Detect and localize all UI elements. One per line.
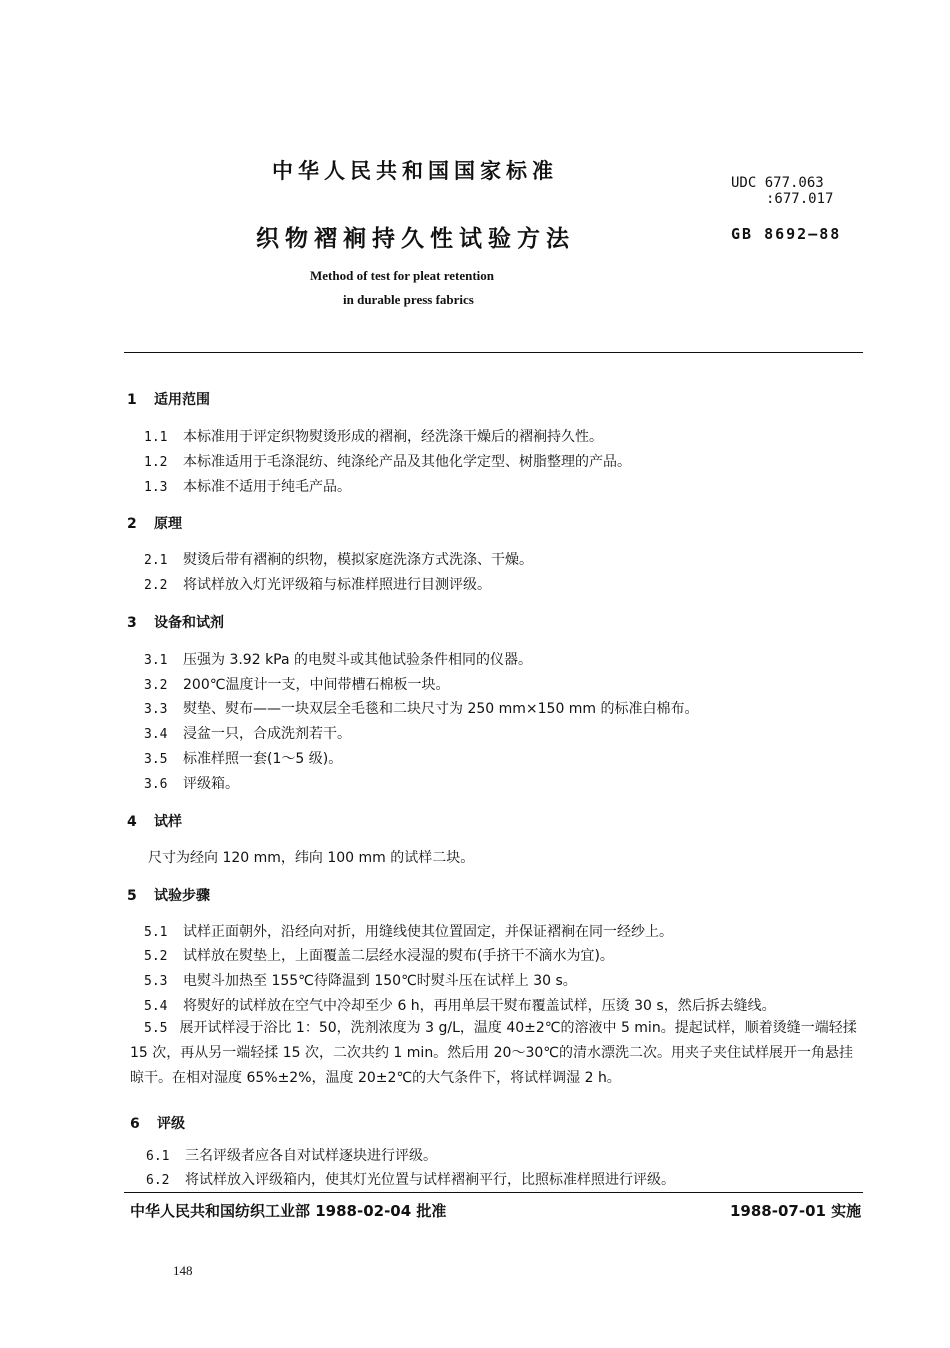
gb-standard-number: GB 8692—88: [731, 225, 842, 243]
section-heading-evaluation: 6 评级: [130, 1116, 185, 1132]
clause-6-2: 6.2 将试样放入评级箱内，使其灯光位置与试样褶裥平行，比照标准样照进行评级。: [146, 1172, 675, 1188]
clause-3-2: 3.2 200℃温度计一支，中间带槽石棉板一块。: [144, 677, 450, 693]
page-number: 148: [173, 1263, 193, 1278]
clause-1-2: 1.2 本标准适用于毛涤混纺、纯涤纶产品及其他化学定型、树脂整理的产品。: [144, 454, 631, 470]
clause-2-1: 2.1 熨烫后带有褶裥的织物，模拟家庭洗涤方式洗涤、干燥。: [144, 552, 533, 568]
section-heading-principle: 2 原理: [127, 516, 182, 532]
clause-2-2: 2.2 将试样放入灯光评级箱与标准样照进行目测评级。: [144, 577, 491, 593]
clause-1-3: 1.3 本标准不适用于纯毛产品。: [144, 479, 351, 495]
clause-1-1: 1.1 本标准用于评定织物熨烫形成的褶裥，经洗涤干燥后的褶裥持久性。: [144, 429, 603, 445]
section-heading-scope: 1 适用范围: [127, 392, 210, 408]
clause-5-4: 5.4 将熨好的试样放在空气中冷却至少 6 h，再用单层干熨布覆盖试样，压烫 30 s，然后拆去缝线。: [144, 998, 776, 1014]
section-heading-procedure: 5 试验步骤: [127, 888, 210, 904]
clause-5-1: 5.1 试样正面朝外，沿经向对折，用缝线使其位置固定，并保证褶裥在同一经纱上。: [144, 924, 673, 940]
standard-title: 中华人民共和国国家标准: [272, 159, 558, 183]
approval-line: 中华人民共和国纺织工业部 1988-02-04 批准: [130, 1202, 447, 1220]
clause-5-5: 5.5 展开试样浸于浴比 1：50，洗剂浓度为 3 g/L，温度 40±2℃的溶液中 5 min。提起试样，顺着烫缝一端轻揉 15 次，再从另一端轻揉 15 次，二次共约 1 min。然后用 20～30℃的清水漂洗二次。用夹子夹住试样展开一角悬挂晾干。在相对湿度 65%±2%，温度 20±2℃的大气条件下，将试样调湿 2 h。: [130, 1020, 857, 1086]
section-heading-specimen: 4 试样: [127, 814, 182, 830]
english-title-line2: in durable press fabrics: [343, 292, 474, 307]
clause-6-1: 6.1 三名评级者应各自对试样逐块进行评级。: [146, 1148, 437, 1164]
effective-date: 1988-07-01 实施: [730, 1202, 862, 1220]
clause-3-1: 3.1 压强为 3.92 kPa 的电熨斗或其他试验条件相同的仪器。: [144, 652, 533, 668]
clause-3-3: 3.3 熨垫、熨布——一块双层全毛毯和二块尺寸为 250 mm×150 mm 的标准白棉布。: [144, 701, 699, 717]
footer-divider: [124, 1192, 863, 1193]
section-heading-equipment: 3 设备和试剂: [127, 615, 224, 631]
english-title-line1: Method of test for pleat retention: [310, 268, 495, 283]
clause-3-6: 3.6 评级箱。: [144, 776, 239, 792]
clause-5-2: 5.2 试样放在熨垫上，上面覆盖二层经水浸湿的熨布(手挤干不滴水为宜)。: [144, 948, 614, 964]
clause-5-3: 5.3 电熨斗加热至 155℃待降温到 150℃时熨斗压在试样上 30 s。: [144, 973, 577, 989]
specimen-size-text: 尺寸为经向 120 mm，纬向 100 mm 的试样二块。: [148, 850, 475, 866]
clause-3-4: 3.4 浸盆一只，合成洗剂若干。: [144, 726, 351, 742]
udc-code-line2: :677.017: [766, 191, 834, 207]
header-divider: [124, 352, 863, 353]
document-title: 织物褶裥持久性试验方法: [256, 226, 575, 252]
udc-code-line1: UDC 677.063: [731, 175, 824, 191]
clause-3-5: 3.5 标准样照一套(1～5 级)。: [144, 751, 343, 767]
